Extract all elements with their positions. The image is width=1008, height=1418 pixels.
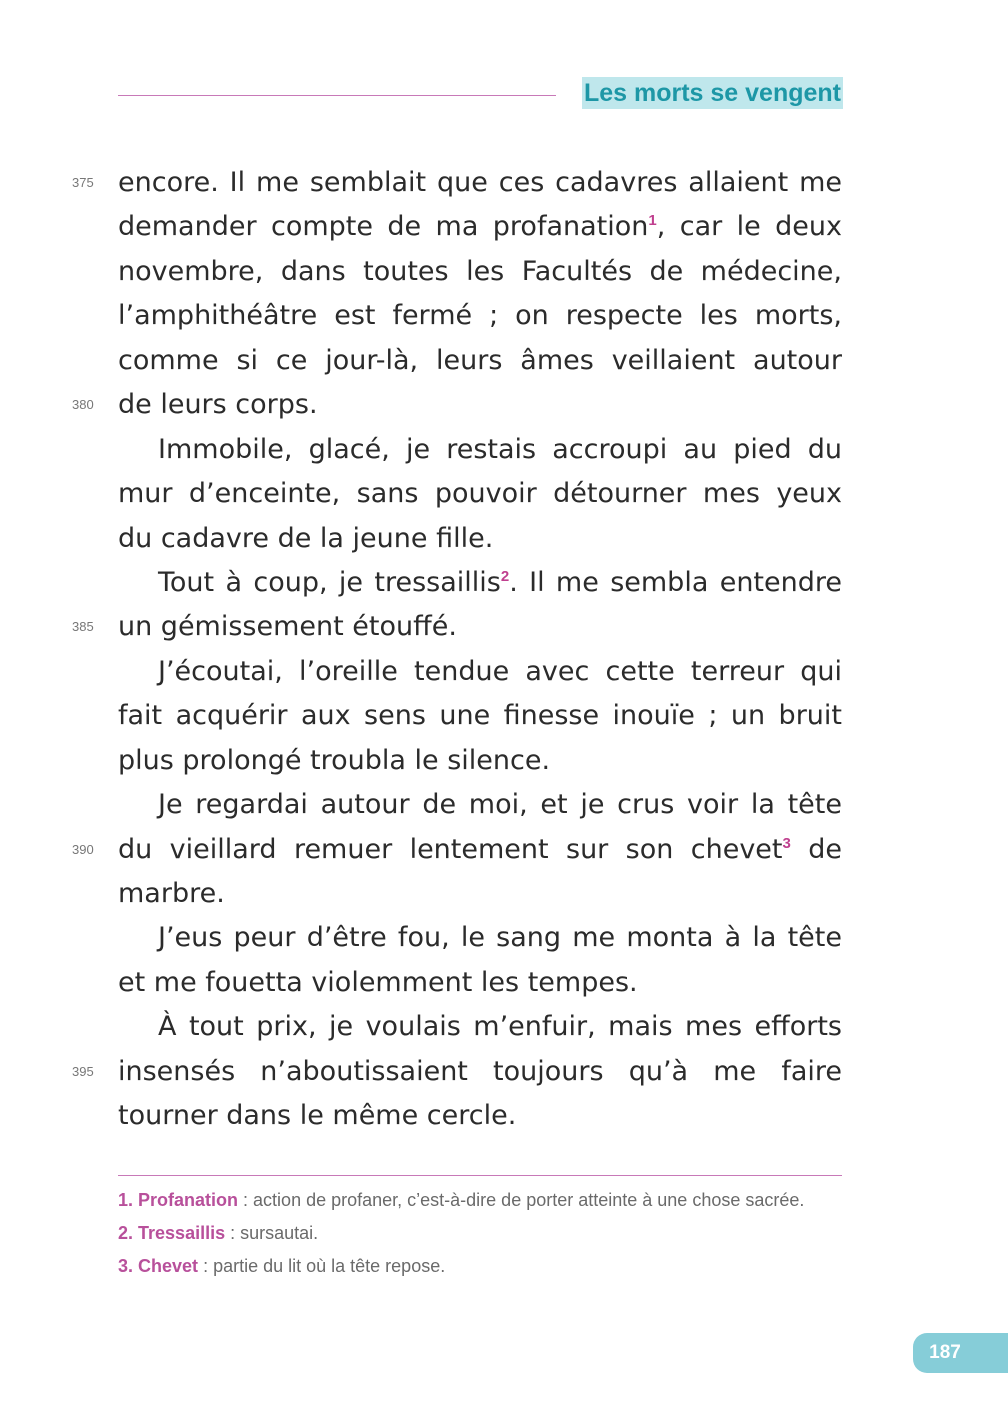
text-line: 390 du vieillard remuer lentement sur son chevet$^3$ de xyxy=(118,828,842,872)
footnote-ref[interactable]: 1 xyxy=(648,212,657,230)
footnote-number: 2. xyxy=(118,1223,134,1243)
text-line: du cadavre de la jeune fille. xyxy=(118,522,494,554)
text-line: plus prolongé troubla le silence. xyxy=(118,744,551,776)
line-number: 375 xyxy=(72,175,94,190)
text-line: Tout à coup, je tressaillis$^2$. Il me sembla entendre xyxy=(158,566,843,598)
text-line: et me fouetta violemment les tempes. xyxy=(118,966,638,998)
text-line: J’eus peur d’être fou, le sang me monta à la tête xyxy=(158,922,842,954)
text-line: 395 insensés n’aboutissaient toujours qu’à me faire xyxy=(118,1050,842,1094)
footnote-ref[interactable]: 3 xyxy=(782,834,791,852)
footnote-definition: : partie du lit où la tête repose. xyxy=(198,1256,446,1276)
text-line: demander compte de ma profanation$^1$, car le deux xyxy=(118,211,842,243)
footnote-term: Chevet xyxy=(138,1256,199,1276)
footnote-term: Profanation xyxy=(138,1190,239,1210)
footnote-number: 1. xyxy=(118,1190,134,1210)
footnote-definition: : sursautai. xyxy=(225,1223,319,1243)
line-number: 380 xyxy=(72,397,94,413)
text-line: marbre. xyxy=(118,878,225,909)
page-number: 187 xyxy=(929,1342,961,1363)
text-line: comme si ce jour-là, leurs âmes veillaient autour xyxy=(118,344,842,376)
text-line: novembre, dans toutes les Facultés de médecine, xyxy=(118,255,842,287)
text-line: 375 encore. Il me semblait que ces cadavres allaient me xyxy=(118,161,842,205)
header-rule xyxy=(118,95,556,96)
footnote-definition: : action de profaner, c’est-à-dire de porter atteinte à une chose sacrée. xyxy=(238,1190,805,1210)
text-line: fait acquérir aux sens une finesse inouïe ; un bruit xyxy=(118,700,842,732)
line-number: 390 xyxy=(72,841,94,857)
footnote-term: Tressaillis xyxy=(138,1223,226,1243)
footnote-ref[interactable]: 2 xyxy=(500,567,510,585)
footnote-number: 3. xyxy=(118,1256,134,1276)
chapter-title: Les morts se vengent xyxy=(583,79,841,107)
footnote xyxy=(118,1188,842,1213)
line-number: 395 xyxy=(72,1063,94,1079)
line-number: 385 xyxy=(72,619,94,635)
text-line: J’écoutai, l’oreille tendue avec cette terreur qui xyxy=(158,655,842,687)
footnotes xyxy=(118,1188,842,1287)
text-line: Je regardai autour de moi, et je crus voir la tête xyxy=(158,789,842,821)
text-line: À tout prix, je voulais m’enfuir, mais mes efforts xyxy=(158,1011,842,1043)
text-line: l’amphithéâtre est fermé ; on respecte les morts, xyxy=(118,300,842,332)
footnote xyxy=(118,1221,842,1246)
text-line: Immobile, glacé, je restais accroupi au pied du xyxy=(158,433,842,465)
footnotes-rule xyxy=(118,1175,842,1176)
body-text xyxy=(72,161,843,1139)
text-line: mur d’enceinte, sans pouvoir détourner mes yeux xyxy=(118,478,842,510)
text-line: 380 de leurs corps. xyxy=(118,383,842,427)
footnote xyxy=(118,1254,842,1279)
text-line: tourner dans le même cercle. xyxy=(118,1100,517,1132)
text-line: 385 un gémissement étouffé. xyxy=(118,605,842,649)
